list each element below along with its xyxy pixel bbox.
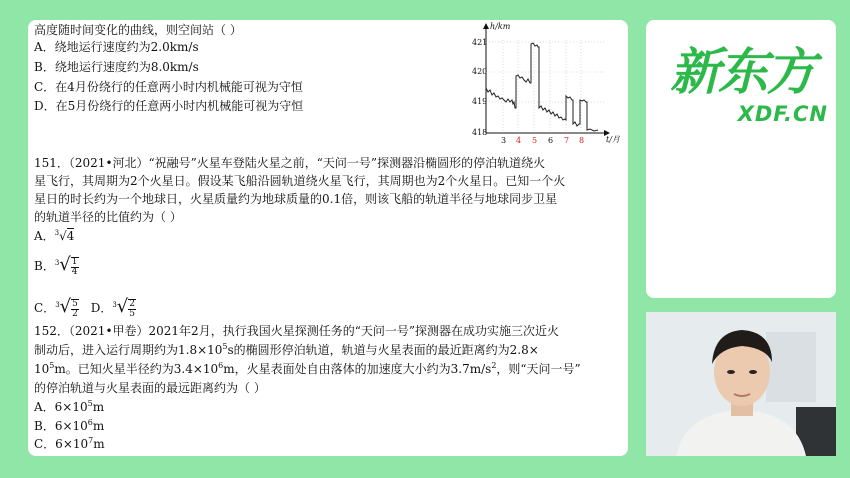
q151-line-2: 星飞行，其周期为2个火星日。假设某飞船沿圆轨道绕火星飞行，其周期也为2个火星日。已知一个火	[34, 174, 566, 188]
option-a: A．绕地运行速度约为2.0km/s	[34, 40, 199, 54]
q152-line-4: 的停泊轨道与火星表面的最远距离约为（ ）	[34, 381, 266, 395]
x-tick-8: 8	[579, 136, 585, 145]
graph-xlabel: t/月	[606, 135, 620, 144]
q151-line-1: 151．（2021•河北）“祝融号”火星车登陆火星之前，“天问一号”探测器沿椭圆形的停泊轨道绕火	[34, 156, 546, 170]
brand-logo-cn: 新东方	[670, 43, 814, 101]
q152-option-c: C．$6\times 10^7m$	[34, 436, 105, 451]
q151-line-3: 星日的时长约为一个地球日，火星质量约为地球质量的0.1倍，则该飞船的轨道半径与地球同步卫星	[34, 192, 558, 206]
option-b: B．绕地运行速度约为8.0km/s	[34, 60, 199, 74]
y-tick-421: 421	[472, 38, 488, 47]
x-tick-7: 7	[564, 136, 570, 145]
x-tick-5: 5	[532, 136, 538, 145]
option-c: C．在4月份绕行的任意两小时内机械能可视为守恒	[34, 80, 303, 94]
q152-option-a: A．$6\times 10^5m$	[34, 399, 105, 414]
graph-ylabel: h/km	[490, 22, 511, 31]
presenter-avatar-icon	[646, 312, 836, 456]
brand-logo-card	[646, 20, 836, 298]
option-d: D．在5月份绕行的任意两小时内机械能可视为守恒	[34, 99, 304, 113]
x-tick-4: 4	[516, 136, 522, 145]
q151-option-b: B．$^3$√ $\frac{1}{4}$	[34, 254, 78, 277]
question-document	[28, 20, 628, 456]
x-tick-3: 3	[501, 136, 507, 145]
q152-line-1: 152．（2021•甲卷）2021年2月，执行我国火星探测任务的“天问一号”探测器在成功实施三次近火	[34, 324, 559, 338]
q151-line-4: 的轨道半径的比值约为（ ）	[34, 210, 182, 224]
y-tick-418: 418	[472, 128, 488, 137]
presenter-video	[646, 312, 836, 456]
question-stem-tail: 高度随时间变化的曲线，则空间站（ ）	[34, 23, 242, 37]
q152-option-b: B．$6\times 10^6m$	[34, 418, 105, 433]
q151-option-a: A．$^3$√4	[34, 229, 75, 243]
y-tick-419: 419	[472, 97, 488, 106]
y-tick-420: 420	[472, 67, 488, 76]
q152-line-3: $10^5m$。已知火星半径约为$3.4\times 10^6m$，火星表面处自由落体的加速度大小约为$3.7m/s^2$，则“天问一号”	[34, 361, 581, 376]
q151-option-c-d: C．$^3$√ $\frac{5}{2}$ D．$^3$√ $\frac{2}{5}$	[34, 296, 136, 319]
brand-logo-en: XDF.CN	[737, 102, 828, 126]
x-tick-6: 6	[548, 136, 554, 145]
q152-line-2: 制动后，进入运行周期约为$1.8\times 10^5s$的椭圆形停泊轨道，轨道与火星表面的最近距离约为2.8×	[34, 342, 539, 357]
graph-curve	[486, 43, 598, 131]
height-time-graph	[458, 20, 628, 145]
